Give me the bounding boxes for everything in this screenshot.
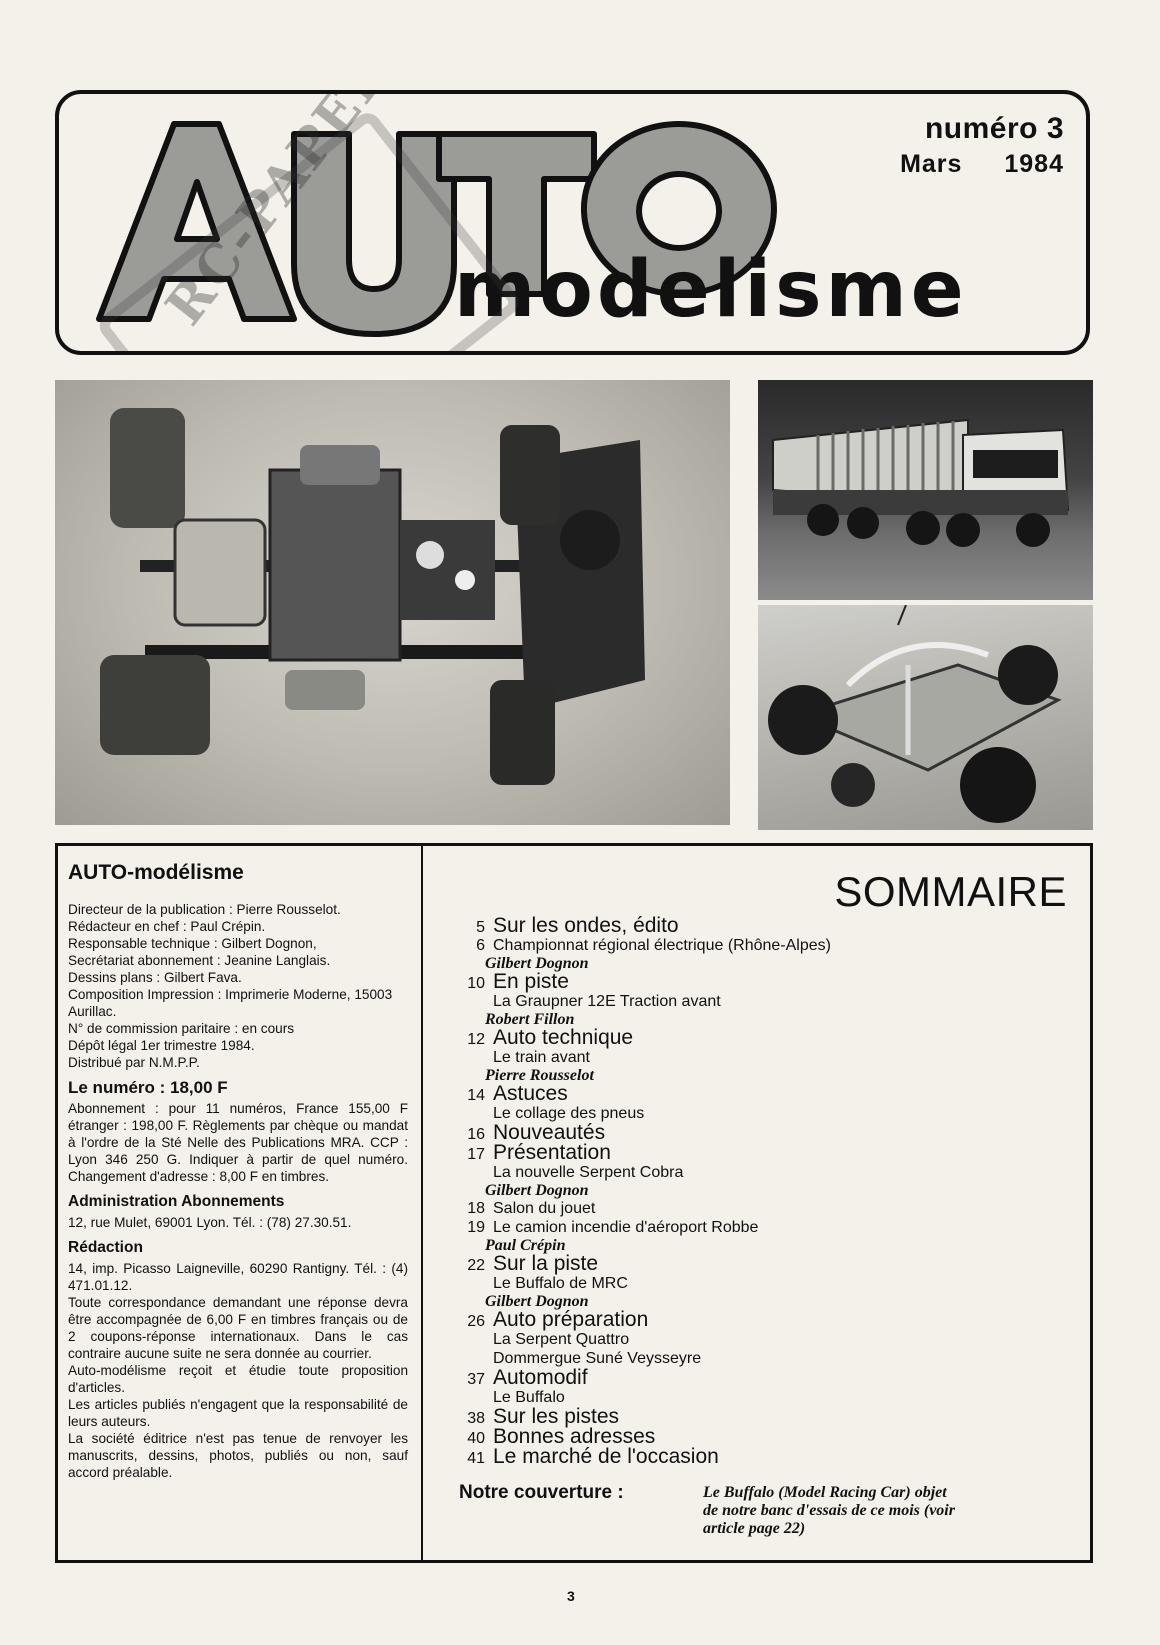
toc-section-title: Nouveautés (493, 1121, 606, 1144)
issue-number: numéro 3 (924, 112, 1064, 145)
photo-rc-chassis (55, 380, 730, 825)
staff-line: Secrétariat abonnement : Jeanine Langlais. (68, 953, 331, 968)
toc-article-title: Le collage des pneus (493, 1105, 645, 1122)
toc-entry (423, 1447, 1073, 1467)
staff-line: Rédacteur en chef : Paul Crépin. (68, 919, 266, 934)
toc-article-title: Le train avant (493, 1049, 590, 1066)
toc-author: Paul Crépin (485, 1237, 566, 1254)
staff-line: Responsable technique : Gilbert Dognon, (68, 936, 317, 951)
logo-modelisme: modelisme (454, 245, 968, 335)
toc-page-number: 38 (467, 1410, 485, 1427)
toc-author: Robert Fillon (485, 1011, 575, 1028)
staff-list (68, 901, 408, 1071)
toc-page-number: 17 (467, 1146, 485, 1163)
toc-article-title: Salon du jouet (493, 1200, 596, 1217)
toc-page-number: 10 (467, 975, 485, 992)
masthead (55, 90, 1090, 355)
toc-entry (423, 1218, 1073, 1254)
staff-line: Distribué par N.M.P.P. (68, 1055, 200, 1070)
toc-page-number: 41 (467, 1450, 485, 1467)
toc-section-title: Le marché de l'occasion (493, 1445, 719, 1468)
toc-article-title: Le Buffalo de MRC (493, 1275, 628, 1292)
rc-buggy-illustration (758, 605, 1093, 830)
toc-section-title: Sur la piste (493, 1252, 599, 1275)
credits-column (68, 861, 408, 1487)
toc-entry (423, 1028, 1073, 1084)
toc-article-title: La Graupner 12E Traction avant (493, 993, 721, 1010)
toc-entry (423, 1427, 1073, 1447)
toc-entry (423, 1123, 1073, 1143)
toc-page-number: 6 (476, 937, 485, 954)
toc-section-title: Auto technique (493, 1026, 634, 1049)
admin-heading: Administration Abonnements (68, 1193, 285, 1210)
toc-page-number: 19 (467, 1219, 485, 1236)
subscription-text: Abonnement : pour 11 numéros, France 155,00 F étranger : 198,00 F. Règlements par chèque ou mandat à l'ordre de la Sté Nelle des Publications MRA. CCP : Lyon 346 250 G. Indiquer à partir de quel numéro. Changement d'adresse : 8,00 F en timbres. (68, 1101, 408, 1184)
toc-author: Gilbert Dognon (485, 1293, 589, 1310)
toc-entry (423, 1084, 1073, 1123)
redaction-proposals: Auto-modélisme reçoit et étudie toute proposition d'articles. (68, 1363, 408, 1395)
toc-entry (423, 1143, 1073, 1199)
staff-line: Dessins plans : Gilbert Fava. (68, 970, 242, 985)
toc-section-title: Sur les ondes, édito (493, 914, 679, 937)
toc-author: Pierre Rousselot (485, 1067, 594, 1084)
rc-chassis-illustration (55, 380, 730, 825)
credits-title: AUTO-modélisme (68, 861, 244, 884)
staff-line: N° de commission paritaire : en cours (68, 1021, 295, 1036)
toc-entry (423, 916, 1073, 936)
toc-section-title: Automodif (493, 1366, 588, 1389)
toc-page-number: 22 (467, 1257, 485, 1274)
redaction-responsibility: Les articles publiés n'engagent que la responsabilité de leurs auteurs. (68, 1397, 408, 1429)
toc-page-number: 37 (467, 1371, 485, 1388)
toc-section-title: En piste (493, 970, 569, 993)
toc-entry (423, 1254, 1073, 1310)
staff-line: Composition Impression : Imprimerie Moderne, 15003 Aurillac. (68, 987, 393, 1019)
admin-address: 12, rue Mulet, 69001 Lyon. Tél. : (78) 27.30.51. (68, 1215, 352, 1230)
toc-entry (423, 1310, 1073, 1368)
toc-entry (423, 972, 1073, 1028)
issue-date: Mars 1984 (900, 150, 1064, 178)
toc-page-number: 18 (467, 1200, 485, 1217)
toc-article-title: Le Buffalo (493, 1389, 565, 1406)
toc-entry (423, 936, 1073, 972)
toc-page-number: 12 (467, 1031, 485, 1048)
staff-line: Dépôt légal 1er trimestre 1984. (68, 1038, 255, 1053)
toc-section-title: Sur les pistes (493, 1405, 620, 1428)
toc-article-title: Championnat régional électrique (Rhône-Alpes) (493, 937, 831, 954)
toc-page-number: 14 (467, 1087, 485, 1104)
redaction-address: 14, imp. Picasso Laigneville, 60290 Rantigny. Tél. : (4) 471.01.12. (68, 1261, 408, 1293)
cover-label: Notre couverture : (459, 1482, 624, 1503)
toc-section-title: Présentation (493, 1141, 611, 1164)
photo-rc-buggy (758, 605, 1093, 830)
toc-article-title: La Serpent Quattro (493, 1331, 630, 1348)
redaction-heading: Rédaction (68, 1239, 143, 1256)
staff-line: Directeur de la publication : Pierre Rousselot. (68, 902, 341, 917)
table-of-contents (423, 916, 1073, 1467)
fire-truck-illustration (758, 380, 1093, 600)
toc-entry (423, 1199, 1073, 1218)
sommaire-column (423, 846, 1093, 1560)
toc-section-title: Bonnes adresses (493, 1425, 656, 1448)
toc-article-title: Dommergue Suné Veysseyre (493, 1350, 702, 1367)
toc-page-number: 26 (467, 1313, 485, 1330)
toc-page-number: 40 (467, 1430, 485, 1447)
toc-article-title: La nouvelle Serpent Cobra (493, 1164, 684, 1181)
redaction-correspondence: Toute correspondance demandant une réponse devra être accompagnée de 6,00 F en timbres français ou de 2 coupons-réponse internationaux. Dans le cas contraire aucune suite ne sera donnée au courrier. (68, 1295, 408, 1361)
toc-entry (423, 1368, 1073, 1407)
page-number: 3 (567, 1588, 575, 1604)
toc-page-number: 5 (476, 919, 485, 936)
price-heading: Le numéro : 18,00 F (68, 1078, 228, 1097)
info-box (55, 843, 1093, 1563)
sommaire-title: SOMMAIRE (834, 868, 1067, 915)
toc-author: Gilbert Dognon (485, 955, 589, 972)
cover-description: Le Buffalo (Model Racing Car) objet de notre banc d'essais de ce mois (voir article page 22) (703, 1484, 955, 1537)
toc-article-title: Le camion incendie d'aéroport Robbe (493, 1219, 759, 1236)
toc-author: Gilbert Dognon (485, 1182, 589, 1199)
toc-entry (423, 1407, 1073, 1427)
toc-page-number: 16 (467, 1126, 485, 1143)
toc-section-title: Auto préparation (493, 1308, 649, 1331)
toc-section-title: Astuces (493, 1082, 568, 1105)
photo-fire-truck (758, 380, 1093, 600)
redaction-manuscripts: La société éditrice n'est pas tenue de renvoyer les manuscrits, dessins, photos, publiés ou non, sauf accord préalable. (68, 1431, 408, 1480)
